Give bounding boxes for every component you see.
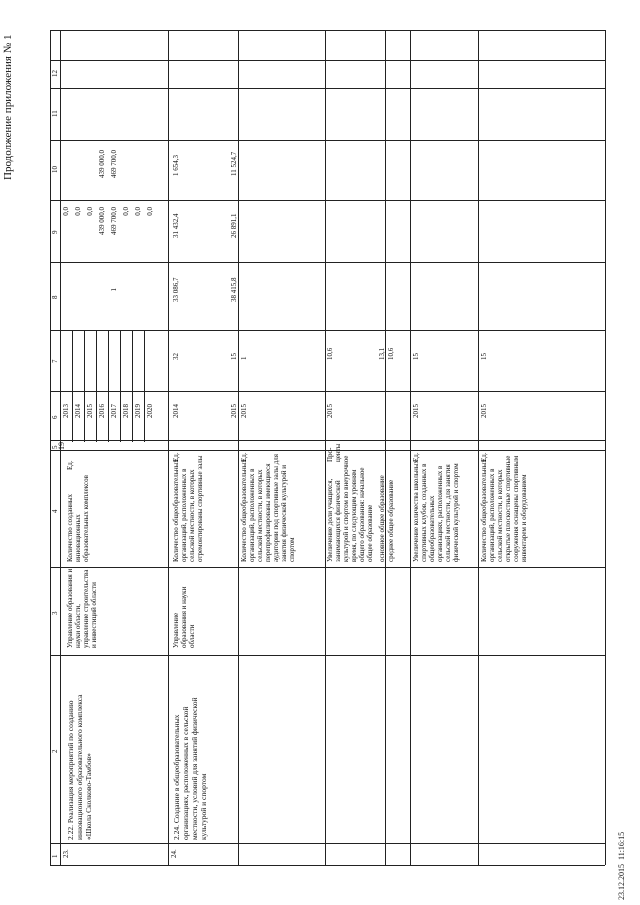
row24-col7: 15: [412, 353, 420, 360]
col-line: [50, 200, 605, 201]
row-line: [168, 30, 169, 865]
column-number: 9: [51, 230, 59, 234]
column-number: 11: [51, 110, 59, 117]
row23-value-col9: 469 700,0: [110, 150, 118, 178]
col-line: [50, 140, 605, 141]
row-line: [478, 30, 479, 865]
row24-unit: Ед.: [480, 452, 488, 462]
row23-value-col8: 0,0: [122, 207, 130, 216]
row23-number: 23.: [62, 849, 70, 858]
row24-unit: Про-центы: [326, 443, 342, 462]
col-line: [50, 440, 605, 441]
page-number: 19: [57, 442, 66, 450]
col-line: [50, 60, 605, 61]
row24-col10: 11 524,7: [230, 151, 238, 176]
time-text: 11:16:15: [617, 831, 626, 860]
row24-col9: 26 891,1: [230, 213, 238, 238]
row23-value-col8: 0,0: [146, 207, 154, 216]
row24-indicator: [230, 452, 240, 562]
col-line: [50, 655, 605, 656]
row24-indicator: основное общее образование: [378, 475, 386, 562]
row23-value-col8: 0,0: [86, 207, 94, 216]
row23-value-col9: 439 000,0: [98, 150, 106, 178]
column-number: 2: [51, 749, 59, 753]
date-text: 23.12.2015: [617, 864, 626, 900]
row23-year: 2019: [134, 404, 142, 418]
row23-year-line: [96, 330, 97, 442]
column-number: 6: [51, 415, 59, 419]
row23-year-line: [84, 330, 85, 442]
col-line: [50, 843, 605, 844]
row24-col10: 1 654,3: [172, 155, 180, 176]
row24-unit: Ед.: [412, 452, 420, 462]
row23-year: 2013: [62, 404, 70, 418]
row23-year: 2014: [74, 404, 82, 418]
row24-col9: 31 432,4: [172, 213, 180, 238]
column-number: 1: [51, 854, 59, 858]
column-number: 8: [51, 295, 59, 299]
row23-year-line: [132, 330, 133, 442]
row24-col7: 15: [480, 353, 488, 360]
row24-year: 2015: [230, 404, 238, 418]
col-line: [50, 88, 605, 89]
row24-col7: 10,6: [326, 347, 334, 360]
date-stamp: [618, 832, 626, 900]
row23-year-line: [144, 330, 145, 442]
row24-indicator: Количество общеобразовательных организаций, расположенных в сельской местности, в которых перепрофилированы имеющиеся аудитории под спортивные залы для занятия физической культурой и спортом: [240, 453, 296, 562]
row23-year: 2015: [86, 404, 94, 418]
row23-value-col8: 0,0: [134, 207, 142, 216]
row24-number: 24.: [170, 849, 178, 858]
row24-indicator: Количество общеобразовательных организаций, расположенных в сельской местности, в которых открытые плоскостные спортивные сооружения оснащены спортивным инвентарем и оборудованием: [480, 455, 528, 562]
row24-col7: 13,1: [378, 347, 386, 360]
row23-year-line: [120, 330, 121, 442]
column-number: 5: [51, 445, 59, 449]
row24-col7: 32: [172, 353, 180, 360]
row23-year: 2017: [110, 404, 118, 418]
column-number: 12: [51, 70, 59, 77]
row23-value-col8: 439 000,0: [98, 207, 106, 235]
row23-indicator: Количество созданных инновационных образовательных комплексов: [66, 475, 90, 562]
row24-year: 2015: [480, 404, 488, 418]
row23-event: 2.22. Реализация мероприятий по созданию инновационного образовательного комплекса «Школа Сколково-Тамбов»: [66, 694, 93, 840]
row-line: [605, 30, 606, 865]
col-line: [50, 30, 605, 31]
row-line: [238, 30, 239, 865]
row23-value-col8: 469 700,0: [110, 207, 118, 235]
row24-col8: 33 086,7: [172, 277, 180, 302]
row23-executor: Управление образования и науки области, управление строительства и инвестиций области: [66, 568, 98, 648]
row24-year: 2015: [412, 404, 420, 418]
column-number: 4: [51, 509, 59, 513]
row23-year: 2016: [98, 404, 106, 418]
row24-executor: Управление образования и науки области: [172, 586, 196, 648]
row24-year: 2014: [172, 404, 180, 418]
row24-indicator: среднее общее образование: [387, 479, 395, 562]
row24-col7: 1: [240, 356, 248, 360]
row24-unit: Ед.: [172, 452, 180, 462]
row24-col7: 10,6: [387, 347, 395, 360]
row23-year-line: [72, 330, 73, 442]
row24-col8: 38 415,8: [230, 277, 238, 302]
row23-year: 2020: [146, 404, 154, 418]
row24-indicator: Количество общеобразовательных организаций, расположенных в сельской местности, в которых отремонтированы спортивные залы: [172, 455, 204, 562]
row24-unit: Ед.: [240, 452, 248, 462]
col-line: [50, 865, 605, 866]
row23-value-col7: 1: [110, 288, 118, 292]
row23-unit: Ед.: [66, 460, 74, 470]
row24-subrow-line: [478, 330, 603, 331]
row23-value-col8: 0,0: [74, 207, 82, 216]
row24-year: 2015: [326, 404, 334, 418]
column-number: 3: [51, 611, 59, 615]
col-line: [50, 391, 605, 392]
page-side-title: Продолжение приложения № 1: [2, 34, 14, 180]
row23-year: 2018: [122, 404, 130, 418]
column-number: 7: [51, 359, 59, 363]
row-line: [410, 30, 411, 865]
row24-year: 2015: [240, 404, 248, 418]
row24-event: 2.24. Создание в общеобразовательных организациях, расположенных в сельской местности, условий для занятий физической культурой и спортом: [172, 697, 208, 840]
row23-value-col8: 0,0: [62, 207, 70, 216]
row24-col7: 15: [230, 353, 238, 360]
row24-indicator: Увеличение доли учащихся, занимающихся физической культурой и спортом во внеурочное время, по следующим уровням общего образования: начальное общее образование: [326, 455, 374, 562]
row23-year-line: [108, 330, 109, 442]
row-line: [385, 30, 386, 865]
row24-indicator: Увеличение количества школьных спортивных клубов, созданных в общеобразовательных организациях, расположенных в сельской местности, для занятия физической культурой и спортом: [412, 460, 460, 562]
column-number: 10: [51, 166, 59, 173]
